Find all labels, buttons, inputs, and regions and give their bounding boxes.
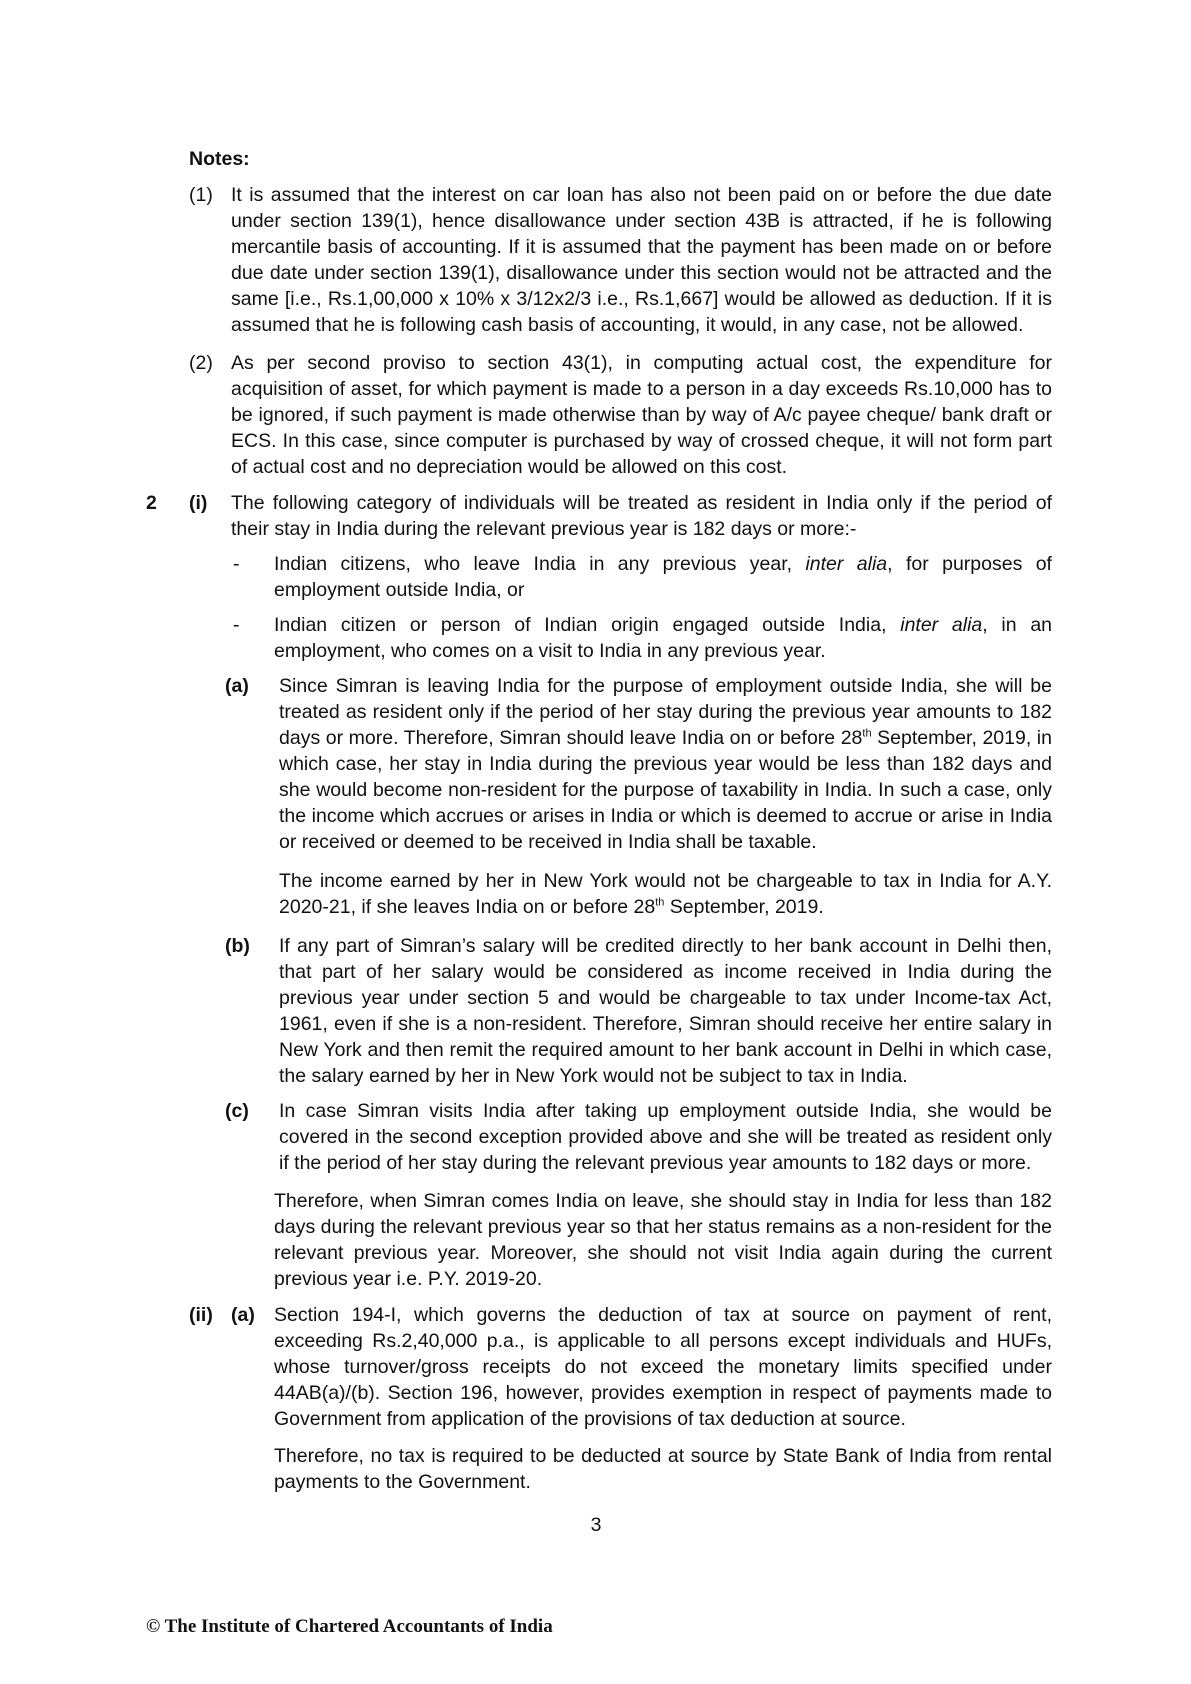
item-a-paragraph-1: Since Simran is leaving India for the purpose of employment outside India, she will be treated as resident only if the period of her stay during the previous year amounts to 182 days or more. Therefore, Simran should leave India on or before 28th September, 2019, in which case, her stay in India during the previous year would be less than 182 days and she would become non-resident for the purpose of taxability in India. In such a case, only the income which accrues or arises in India or which is deemed to accrue or arise in India or received or deemed to be received in India shall be taxable. xyxy=(279,675,1052,853)
item-b-label: (b) xyxy=(225,935,250,957)
part-ii-a-text: Section 194-I, which governs the deduction of tax at source on payment of rent, exceeding Rs.2,40,000 p.a., is applicable to all persons except individuals and HUFs, whose turnover/gross receipts do not exceed the monetary limits specified under 44AB(a)/(b). Section 196, however, provides exemption in respect of payments made to Government from application of the provisions of tax deduction at source. xyxy=(274,1304,1052,1430)
part-ii-label: (ii) xyxy=(189,1304,213,1326)
note-1-label: (1) xyxy=(189,184,213,206)
bullet-1-mark: - xyxy=(233,553,240,575)
footer-copyright: © The Institute of Chartered Accountants of India xyxy=(146,1616,553,1637)
item-c-followup: Therefore, when Simran comes India on leave, she should stay in India for less than 182 days during the relevant previous year so that her status remains as a non-resident for the relevant previous year. Moreover, she should not visit India again during the current previous year i.e. P.Y. 2019-20. xyxy=(274,1190,1052,1290)
part-i-intro: The following category of individuals will be treated as resident in India only if the period of their stay in India during the relevant previous year is 182 days or more:- xyxy=(231,492,1052,540)
item-a-label: (a) xyxy=(225,675,249,697)
item-b-text: If any part of Simran’s salary will be credited directly to her bank account in Delhi then, that part of her salary would be considered as income received in India during the previous year under section 5 and would be chargeable to tax under Income-tax Act, 1961, even if she is a non-resident. Therefore, Simran should receive her entire salary in New York and then remit the required amount to her bank account in Delhi in which case, the salary earned by her in New York would not be subject to tax in India. xyxy=(279,935,1052,1087)
bullet-2-text: Indian citizen or person of Indian origin engaged outside India, inter alia, in an employment, who comes on a visit to India in any previous year. xyxy=(274,614,1053,662)
item-c-text: In case Simran visits India after taking up employment outside India, she would be covered in the second exception provided above and she will be treated as resident only if the period of her stay during the relevant previous year amounts to 182 days or more. xyxy=(279,1100,1052,1174)
note-2-text: As per second proviso to section 43(1), in computing actual cost, the expenditure for acquisition of asset, for which payment is made to a person in a day exceeds Rs.10,000 has to be ignored, if such payment is made otherwise than by way of A/c payee cheque/ bank draft or ECS. In this case, since computer is purchased by way of crossed cheque, it will not form part of actual cost and no depreciation would be allowed on this cost. xyxy=(231,352,1052,478)
bullet-2-mark: - xyxy=(233,614,240,636)
question-number: 2 xyxy=(146,492,157,514)
page-number: 3 xyxy=(590,1514,602,1536)
part-ii-a-label: (a) xyxy=(231,1304,255,1326)
item-a-paragraph-2: The income earned by her in New York would not be chargeable to tax in India for A.Y. 2020-21, if she leaves India on or before 28th September, 2019. xyxy=(279,870,1052,918)
note-1-text: It is assumed that the interest on car loan has also not been paid on or before the due date under section 139(1), hence disallowance under section 43B is attracted, if he is following mercantile basis of accounting. If it is assumed that the payment has been made on or before due date under section 139(1), disallowance under this section would not be attracted and the same [i.e., Rs.1,00,000 x 10% x 3/12x2/3 i.e., Rs.1,667] would be allowed as deduction. If it is assumed that he is following cash basis of accounting, it would, in any case, not be allowed. xyxy=(231,184,1052,336)
note-2-label: (2) xyxy=(189,352,213,374)
bullet-1-text: Indian citizens, who leave India in any previous year, inter alia, for purposes of employment outside India, or xyxy=(274,553,1052,601)
part-ii-a-followup: Therefore, no tax is required to be deducted at source by State Bank of India from rental payments to the Government. xyxy=(274,1445,1052,1493)
part-i-label: (i) xyxy=(189,492,208,514)
notes-heading: Notes: xyxy=(189,148,250,170)
item-c-label: (c) xyxy=(225,1100,249,1122)
